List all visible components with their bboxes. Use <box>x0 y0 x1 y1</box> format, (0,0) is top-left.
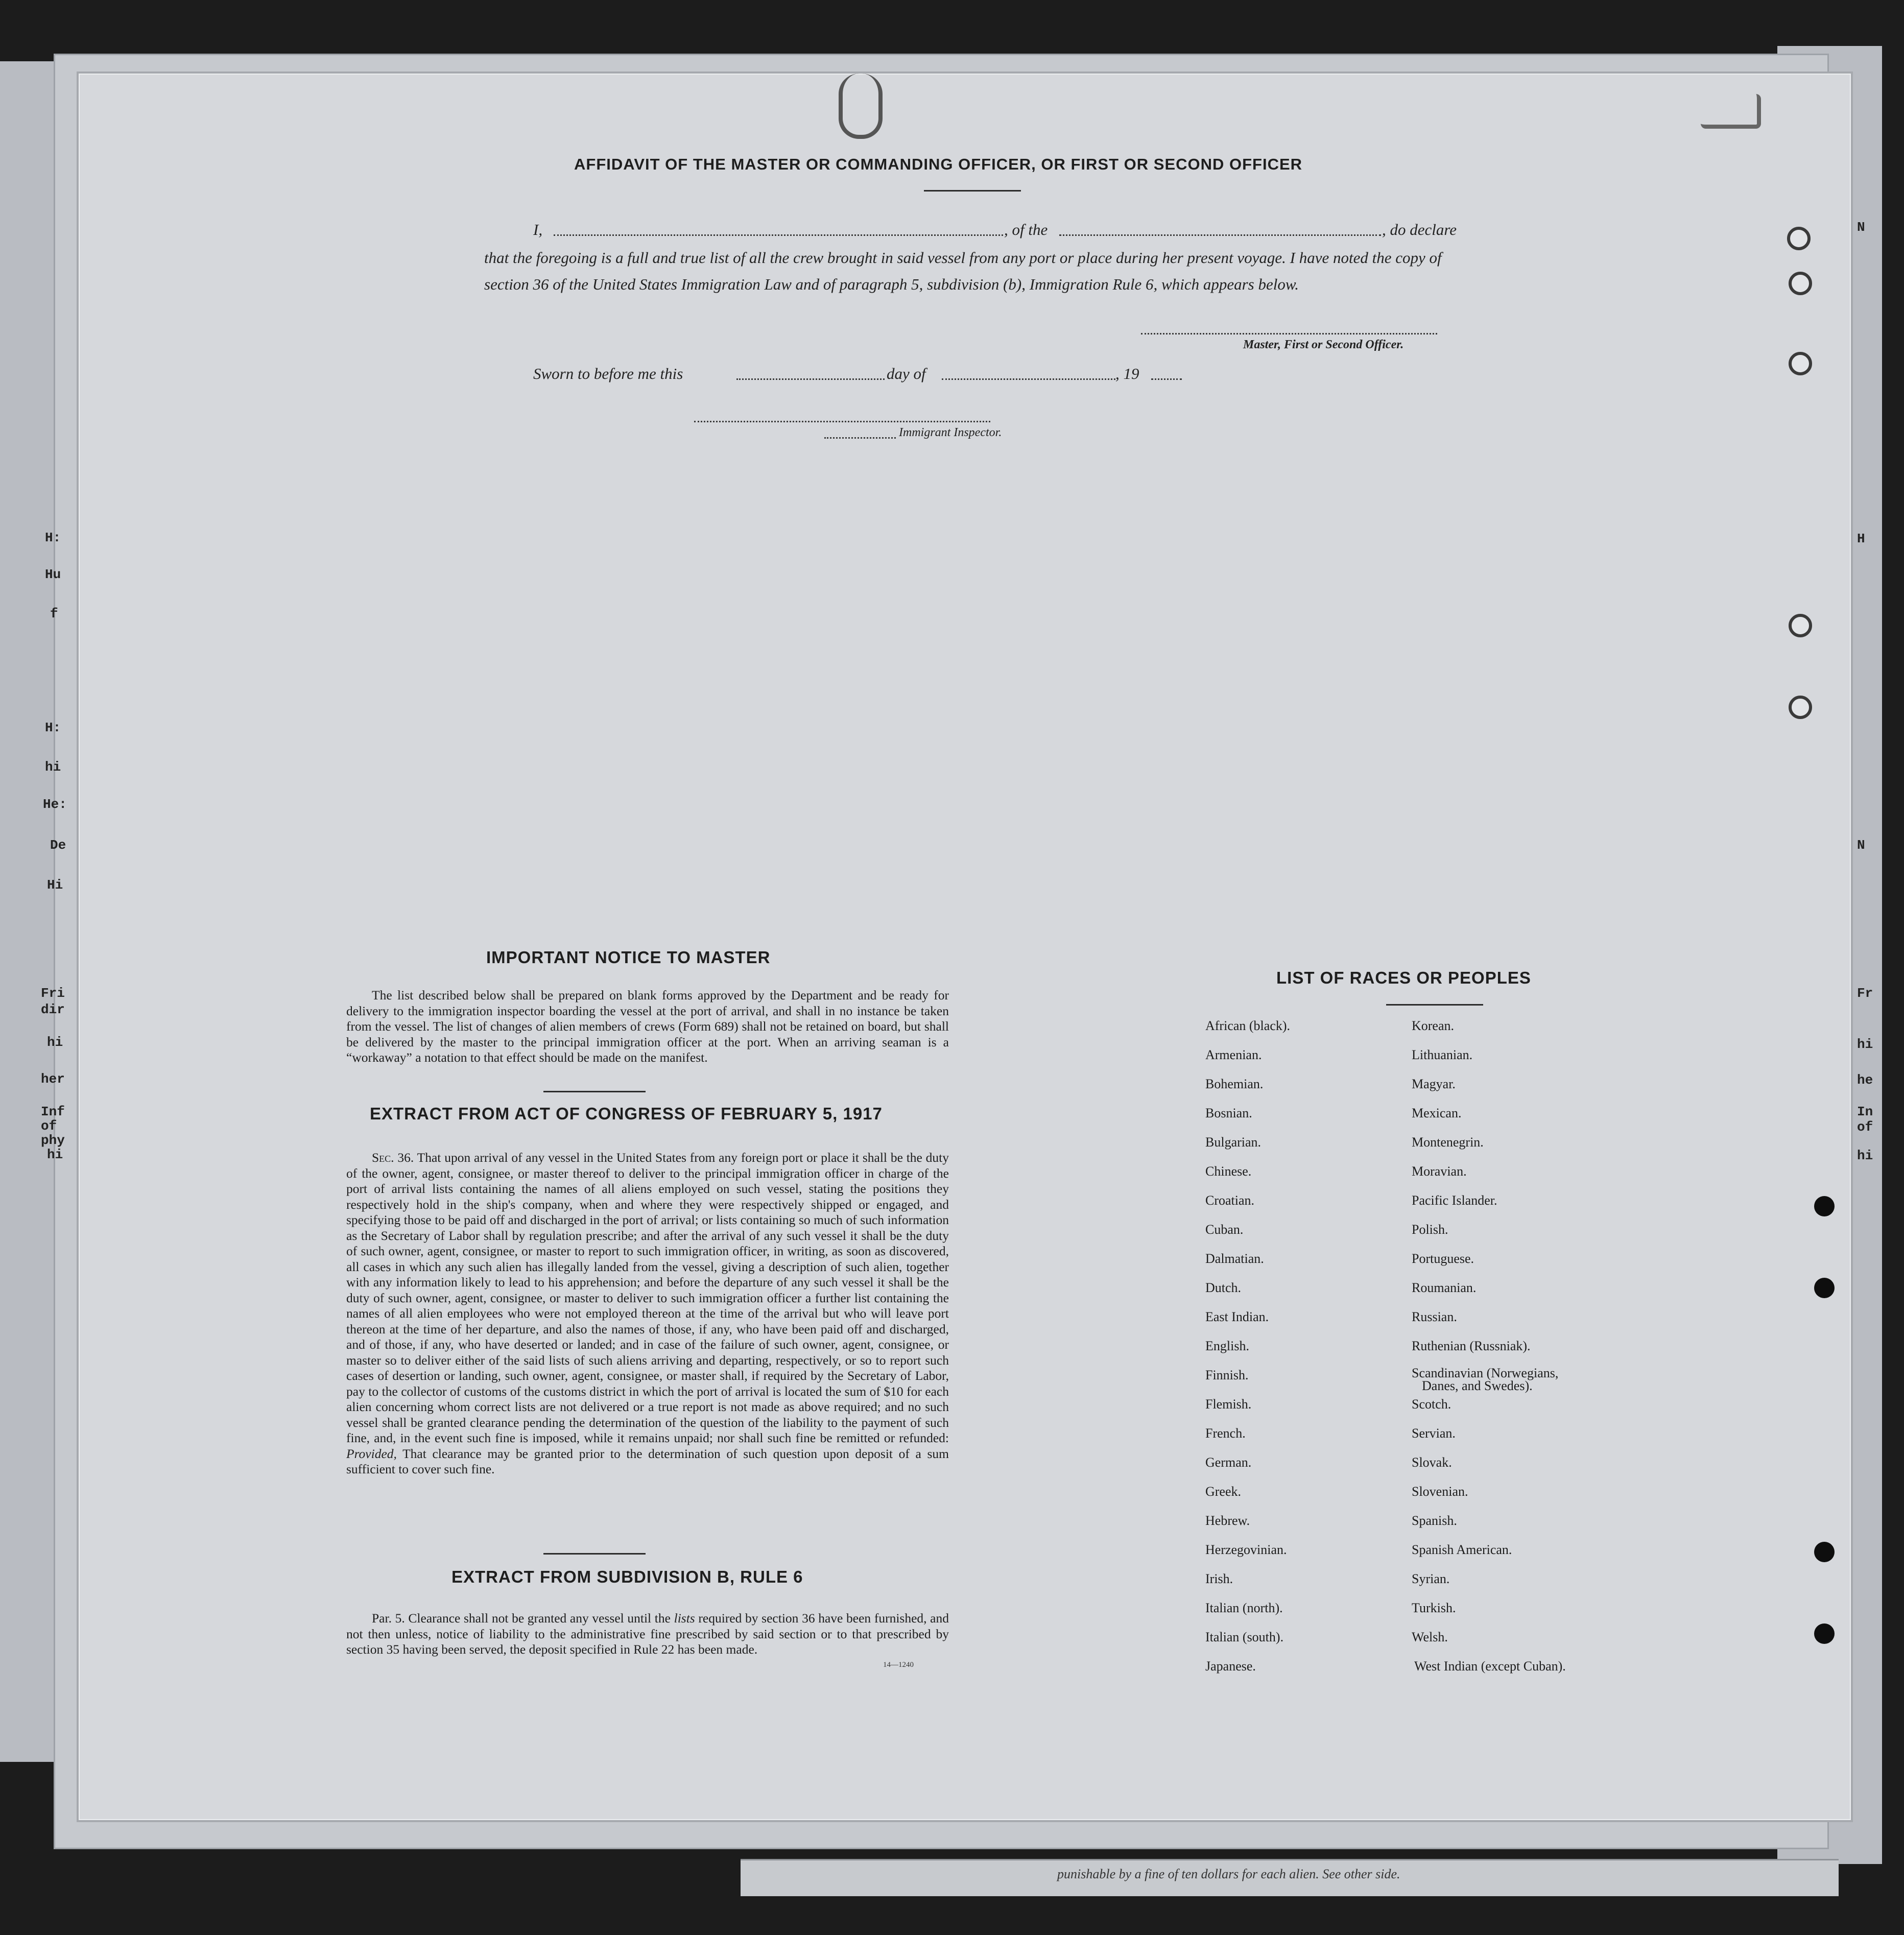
race-item: Servian. <box>1412 1426 1456 1441</box>
edge-fragment: H <box>1857 531 1865 546</box>
race-item: Scotch. <box>1412 1397 1451 1412</box>
race-item: Bosnian. <box>1205 1106 1252 1120</box>
race-item: Moravian. <box>1412 1164 1467 1179</box>
binder-hole <box>1814 1623 1835 1644</box>
title-divider <box>924 190 1021 192</box>
edge-fragment: of <box>41 1118 57 1134</box>
edge-fragment: hi <box>47 1147 63 1162</box>
edge-fragment: Fri <box>41 986 65 1001</box>
inspector-caption: Immigrant Inspector. <box>899 426 1002 439</box>
rule-title: EXTRACT FROM SUBDIVISION B, RULE 6 <box>451 1567 803 1586</box>
race-item: Spanish American. <box>1412 1542 1512 1557</box>
name-blank[interactable] <box>554 234 1003 236</box>
race-item: Pacific Islander. <box>1412 1193 1497 1208</box>
sworn-day-blank[interactable] <box>736 378 885 380</box>
edge-fragment: H: <box>45 720 61 735</box>
edge-fragment: N <box>1857 220 1865 235</box>
act-provided: Provided, <box>346 1446 397 1461</box>
inspector-blank[interactable] <box>824 437 896 439</box>
race-item: Welsh. <box>1412 1630 1448 1644</box>
edge-fragment: hi <box>45 759 61 775</box>
act-divider <box>543 1553 646 1555</box>
page-stack-left <box>0 61 61 1762</box>
edge-fragment: hi <box>47 1035 63 1050</box>
bottom-strip <box>741 1859 1839 1896</box>
edge-fragment: of <box>1857 1119 1873 1135</box>
race-item: Irish. <box>1205 1571 1233 1586</box>
race-item: Magyar. <box>1412 1077 1456 1091</box>
race-item: Dalmatian. <box>1205 1251 1264 1266</box>
notice-title: IMPORTANT NOTICE TO MASTER <box>486 948 771 967</box>
race-item: Ruthenian (Russniak). <box>1412 1339 1531 1353</box>
rule-lists: lists <box>674 1611 695 1626</box>
edge-fragment: In <box>1857 1104 1873 1119</box>
race-item: Slovak. <box>1412 1455 1452 1470</box>
binder-hole <box>1789 352 1812 375</box>
race-item: Roumanian. <box>1412 1280 1477 1295</box>
edge-fragment: De <box>50 838 66 853</box>
race-item: Japanese. <box>1205 1659 1256 1674</box>
act-sec-label: Sec. 36. <box>372 1150 414 1165</box>
signature-caption: Master, First or Second Officer. <box>1243 338 1404 351</box>
affidavit-body: that the foregoing is a full and true list of all the crew brought in said vessel from any port or place during her present voyage. I have noted the copy of section 36 of the United States Immigration Law and of paragraph 5, subdivision (b), Immigration Rule 6, which appears below. <box>484 249 1442 293</box>
race-item: Bohemian. <box>1205 1077 1264 1091</box>
race-item: Syrian. <box>1412 1571 1450 1586</box>
race-item: Polish. <box>1412 1222 1448 1237</box>
race-item: English. <box>1205 1339 1249 1353</box>
rule-body-b: required by section 36 have been furnished, and not then unless, notice of liability to the administrative fine prescribed by said section or to that prescribed by section 35 having been served, the deposit specified in Rule 22 has been made. <box>346 1611 949 1657</box>
binder-hole <box>1789 614 1812 637</box>
race-item: Scandinavian (Norwegians, <box>1412 1366 1559 1380</box>
affidavit-title: AFFIDAVIT OF THE MASTER OR COMMANDING OFFICER, OR FIRST OR SECOND OFFICER <box>574 155 1303 173</box>
race-item: German. <box>1205 1455 1252 1470</box>
race-item: East Indian. <box>1205 1309 1269 1324</box>
act-title: EXTRACT FROM ACT OF CONGRESS OF FEBRUARY 5, 1917 <box>370 1104 883 1123</box>
affidavit-i-label: I, <box>533 221 543 238</box>
race-item: Hebrew. <box>1205 1513 1250 1528</box>
edge-fragment: he <box>1857 1072 1873 1088</box>
race-item: Dutch. <box>1205 1280 1242 1295</box>
race-item: Turkish. <box>1412 1600 1456 1615</box>
edge-fragment: He: <box>43 797 67 812</box>
race-item: Korean. <box>1412 1018 1455 1033</box>
edge-fragment: N <box>1857 838 1865 853</box>
year-label: , 19 <box>1115 365 1139 383</box>
act-body-main: That upon arrival of any vessel in the United States from any foreign port or place it shall be the duty of the owner, agent, consignee, or master thereof to deliver to the principal immigration officer in charge of the port of arrival lists containing the names of all aliens employed on such vessel, stating the positions they respectively hold in the ship's company, when and where they were respectively shipped or engaged, and specifying those to be paid off and discharged in the port of arrival; or lists containing so much of such information as the Secretary of Labor shall by regulation prescribe; and after the arrival of any such vessel it shall be the duty of such owner, agent, consignee, or master to report to such immigration officer, in writing, as soon as discovered, all cases in which any such alien has illegally landed from the vessel, giving a description of such alien, together with any information likely to lead to his apprehension; and before the departure of any such vessel it shall be the duty of such owner, agent, consignee, or master to deliver to such immigration officer a further list containing the names of all alien employees who were not employed thereon at the time of the arrival but who will leave port thereon at the time of her departure, and also the names of those, if any, who have been paid off and discharged, and of those, if any, who have deserted or landed; and in case of the failure of such owner, agent, consignee, or master so to deliver either of the said lists of such aliens arriving and departing, respectively, or so to report such cases of desertion or landing, such owner, agent, consignee, or master shall, if required by the Secretary of Labor, pay to the collector of customs of the customs district in which the port of arrival is located the sum of $10 for each alien concerning whom correct lists are not delivered or a true report is not made as above required; and no such vessel shall be granted clearance pending the determination of the question of the liability to the payment of such fine, and, in the event such fine is imposed, while it remains unpaid; nor shall such fine be remitted or refunded: <box>346 1150 949 1445</box>
race-item: Cuban. <box>1205 1222 1244 1237</box>
races-title: LIST OF RACES OR PEOPLES <box>1276 968 1531 987</box>
race-item: Greek. <box>1205 1484 1242 1499</box>
race-item: Italian (north). <box>1205 1600 1283 1615</box>
bottom-strip-text: punishable by a fine of ten dollars for each alien. See other side. <box>1057 1867 1400 1881</box>
edge-fragment: her <box>41 1071 65 1087</box>
rule-body <box>346 1611 949 1658</box>
race-item: Herzegovinian. <box>1205 1542 1287 1557</box>
notice-body: The list described below shall be prepared on blank forms approved by the Department and be ready for delivery to the immigration inspector boarding the vessel at the port of arrival, and shall in no instance be taken from the vessel. The list of changes of alien members of crews (Form 689) shall not be retained on board, but shall be delivered by the master to the principal immigration officer at the port. When an arriving seaman is a “workaway” a notation to that effect should be made on the manifest. <box>346 988 949 1065</box>
form-number: 14—1240 <box>883 1661 914 1669</box>
binder-hole <box>1814 1542 1835 1562</box>
edge-fragment: Hi <box>47 877 63 893</box>
race-item: Spanish. <box>1412 1513 1457 1528</box>
race-item: Russian. <box>1412 1309 1457 1324</box>
race-item: Mexican. <box>1412 1106 1462 1120</box>
signature-blank[interactable] <box>1141 333 1437 335</box>
act-body <box>346 1150 949 1477</box>
vessel-blank[interactable] <box>1059 234 1381 236</box>
affidavit-do-declare: , do declare <box>1382 221 1457 238</box>
rule-body-a: Par. 5. Clearance shall not be granted any vessel until the <box>372 1611 671 1626</box>
edge-fragment: hi <box>1857 1148 1873 1163</box>
race-item: West Indian (except Cuban). <box>1414 1659 1566 1674</box>
edge-fragment: Inf <box>41 1104 65 1119</box>
binder-hole <box>1789 272 1812 295</box>
race-item: French. <box>1205 1426 1246 1441</box>
race-item: Portuguese. <box>1412 1251 1474 1266</box>
edge-fragment: dir <box>41 1002 65 1017</box>
race-item: Lithuanian. <box>1412 1047 1473 1062</box>
edge-fragment: phy <box>41 1133 65 1148</box>
pencil-mark-corner <box>1701 94 1761 129</box>
edge-fragment: f <box>50 606 58 622</box>
affidavit-of-the: , of the <box>1004 221 1048 238</box>
race-item: Flemish. <box>1205 1397 1252 1412</box>
races-divider <box>1386 1004 1483 1006</box>
inspector-blank-top[interactable] <box>694 421 990 422</box>
race-item: Danes, and Swedes). <box>1422 1378 1533 1393</box>
race-item: Slovenian. <box>1412 1484 1468 1499</box>
race-item: Italian (south). <box>1205 1630 1284 1644</box>
race-item: Finnish. <box>1205 1368 1249 1382</box>
day-of-label: day of <box>887 365 926 383</box>
binder-hole <box>1814 1278 1835 1298</box>
edge-fragment: hi <box>1857 1037 1873 1052</box>
race-item: Chinese. <box>1205 1164 1252 1179</box>
edge-fragment: H: <box>45 530 61 545</box>
race-item: Montenegrin. <box>1412 1135 1484 1150</box>
act-body-tail: That clearance may be granted prior to the determination of such question upon deposit of a sum sufficient to cover such fine. <box>346 1446 949 1476</box>
notice-divider <box>543 1091 646 1092</box>
edge-fragment: Fr <box>1857 986 1873 1001</box>
race-item: Bulgarian. <box>1205 1135 1262 1150</box>
pencil-mark <box>839 74 883 139</box>
binder-hole <box>1787 227 1811 250</box>
race-item: Armenian. <box>1205 1047 1262 1062</box>
sworn-month-blank[interactable] <box>942 378 1115 380</box>
edge-fragment: Hu <box>45 567 61 582</box>
race-item: Croatian. <box>1205 1193 1255 1208</box>
race-item: African (black). <box>1205 1018 1291 1033</box>
binder-hole <box>1789 696 1812 719</box>
sworn-label: Sworn to before me this <box>533 365 683 383</box>
document-page <box>77 71 1853 1822</box>
sworn-year-blank[interactable] <box>1151 378 1182 380</box>
binder-hole <box>1814 1196 1835 1216</box>
